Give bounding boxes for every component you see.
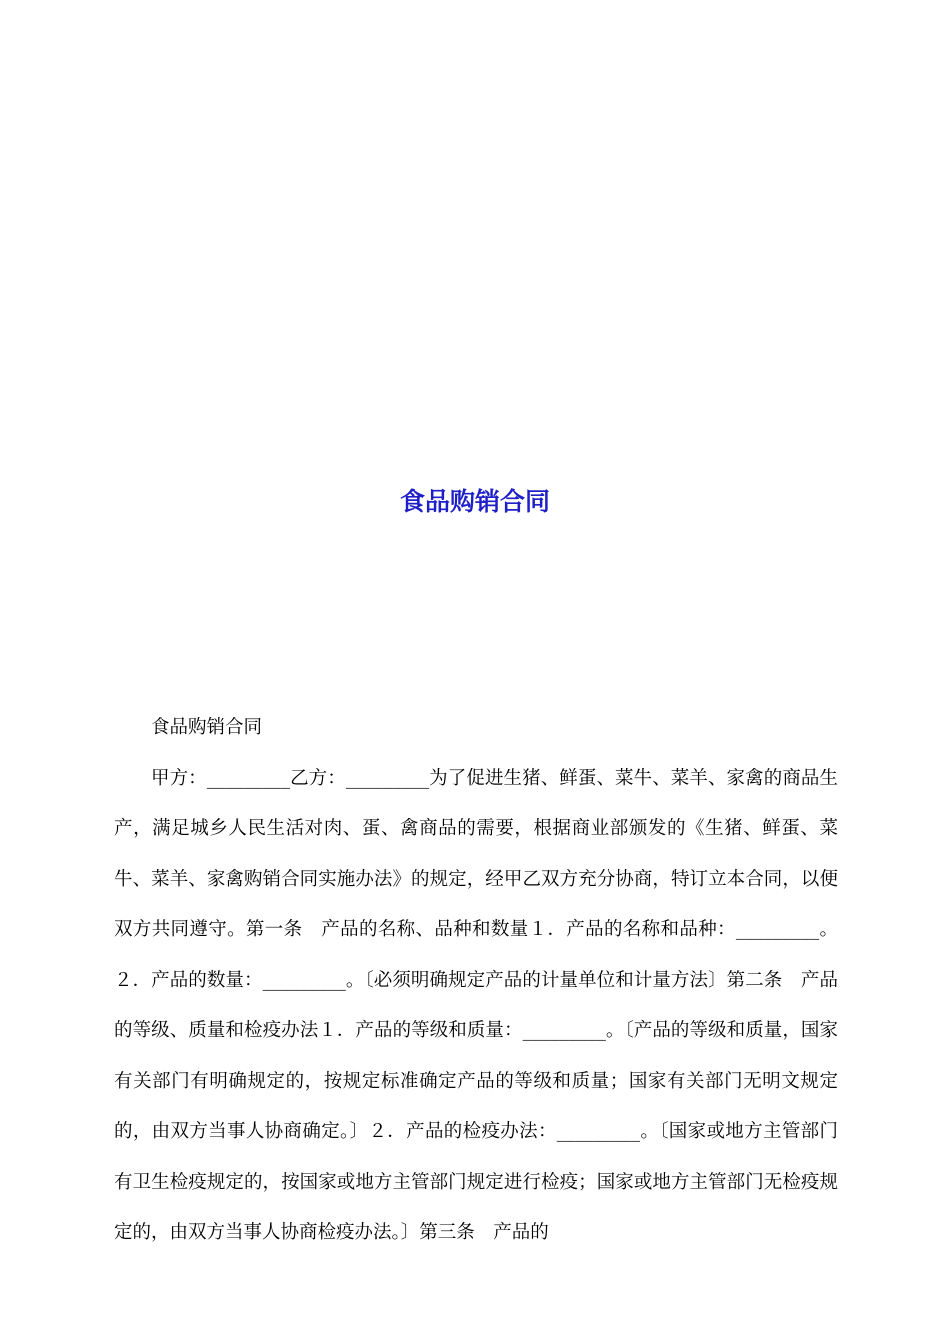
document-title: 食品购销合同 — [399, 487, 550, 516]
body-paragraph: 甲方：_________乙方：_________为了促进生猪、鲜蛋、菜牛、菜羊、家禽的商品生产，满足城乡人民生活对肉、蛋、禽商品的需要，根据商业部颁发的《生猪、鲜蛋、菜牛、菜羊、家禽购销合同实施办法》的规定，经甲乙双方充分协商，特订立本合同，以便双方共同遵守。第一条 产品的名称、品种和数量１．产品的名称和品种：_________。２．产品的数量：_________。〔必须明确规定产品的计量单位和计量方法〕第二条 产品的等级、质量和检疫办法１．产品的等级和质量：_________。〔产品的等级和质量，国家有关部门有明确规定的，按规定标准确定产品的等级和质量；国家有关部门无明文规定的，由双方当事人协商确定。〕２．产品的检疫办法：_________。〔国家或地方主管部门有卫生检疫规定的，按国家或地方主管部门规定进行检疫；国家或地方主管部门无检疫规定的，由双方当事人协商检疫办法。〕第三条 产品的 — [114, 767, 838, 1243]
document-body — [114, 703, 838, 1259]
body-heading: 食品购销合同 — [151, 717, 263, 738]
